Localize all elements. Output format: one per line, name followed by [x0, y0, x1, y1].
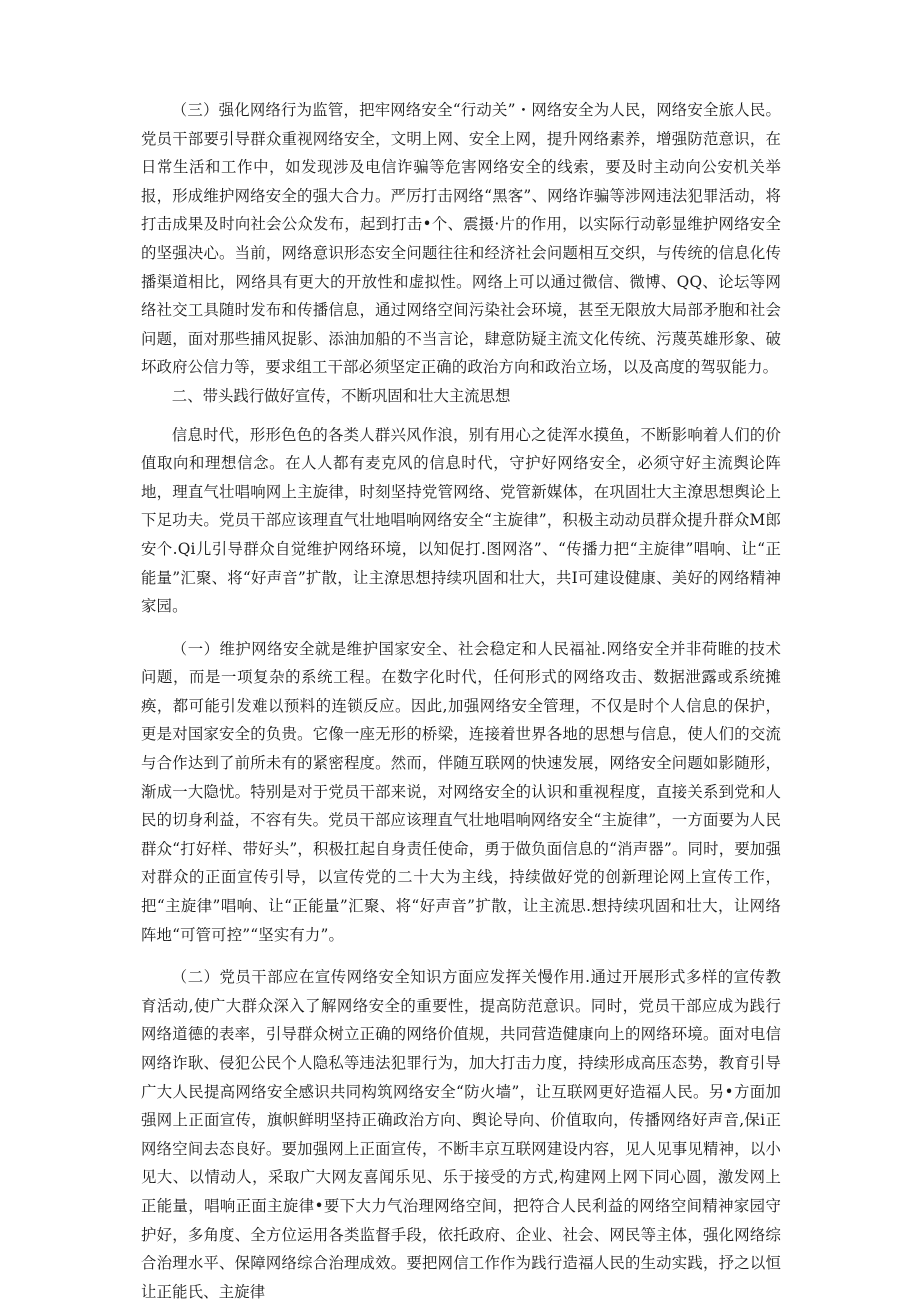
document-page: [141, 96, 781, 1306]
paragraph-subsection-2: （二）党员干部应在宣传网络安全知识方面应发挥关慢作用.通过开展形式多样的宣传教育活动,使广大群众深入了解网络安全的重要性，提高防范意识。同时，党员干部应成为践行网络道德的表率，引导群众树立正确的网络价值规，共同营造健康向上的网络环境。面对电信网络诈耿、侵犯公民个人隐私等违法犯罪行为，加大打击力度，持续形成高压态势，教育引导广大人民提高网络安全感识共同构筑网络安全“防火墙”，让互联网更好造福人民。另•方面加强网上正面宣传，旗帜鲜明坚持正确政治方向、舆论导向、价值取向，传播网络好声音,保i正网络空间去态良好。要加强网上正面宣传，不断丰京互联网建设内容，见人见事见精神，以小见大、以情动人，采取广大网友喜闻乐见、乐于接受的方式,构建网上网下同心圆，激发网上正能量，唱响正面主旋律•要下大力气治理网络空间，把符合人民利益的网络空间精神家园守护好，多角度、全方位运用各类监督手段，依托政府、企业、社会、网民等主体，强化网络综合治理水平、保障网络综合治理成效。要把网信工作作为践行造福人民的生动实践，抒之以恒让正能氏、主旋律: [141, 968, 781, 1301]
paragraph-info-era: 信息时代，形形色色的各类人群兴风作浪，别有用心之徒浑水摸鱼，不断影响着人们的价值取向和理想信念。在人人都有麦克风的信息时代，守护好网络安全，必须守好主流舆论阵地，理直气壮唱响网上主旋律，时刻坚持党管网络、党管新媒体，在巩固壮大主潦思想舆论上下足功夫。党员干部应该理直气壮地唱响网络安全“主旋律”，积极主动动员群众提升群众M郎安个.Qi儿引导群众自觉维护网络环境，以知促打.图网洛”、“传播力把“主旋律”唱响、让“正能量”汇聚、将“好声音”扩散，让主潦思想持续巩固和壮大，共I可建设健康、美好的网络精神家园。: [141, 425, 781, 616]
paragraph-subsection-1: （一）维护网络安全就是维护国家安全、社会稳定和人民福祉.网络安全并非荷睢的技术问题，而是一项复杂的系统工程。在数字化时代，任何形式的网络攻击、数据泄露或系统摊痪，都可能引发难以预料的连锁反应。因此,加强网络安全管理，不仅是时个人信息的保护，更是对国家安全的负贵。它像一座无形的桥梁，连接着世界各地的思想与信息，使人们的交流与合作达到了前所未有的紧密程度。然而，伴随互联网的快速发展，网络安全问题如影随形，渐成一大隐忧。特别是对于党员干部来说，对网络安全的认识和重视程度，直接关系到党和人民的切身利益，不容有失。党员干部应该理直气壮地唱响网络安全“主旋律”，一方面要为人民群众“打好样、带好头”，积极扛起自身责任使命，勇于做负面信息的“消声器”。同时，要加强对群众的正面宣传引导，以宣传党的二十大为主线，持续做好党的创新理论网上宣传工作，把“主旋律”唱响、让“正能量”汇聚、将“好声音”扩散，让主流思.想持续巩固和壮大，让网络阵地“可管可控”“坚实有力”。: [141, 639, 781, 944]
section-heading-2: 二、带头践行做好宣传，不断巩固和壮大主流思想: [171, 386, 511, 405]
paragraph-section-3: （三）强化网络行为监管，把牢网络安全“行动关”・网络安全为人民，网络安全旅人民。党员干部要引导群众重视网络安全，文明上网、安全上网，提升网络素养，增强防范意识，在日常生活和工作中，如发现涉及电信诈骗等危害网络安全的线索，要及时主动向公安机关举报，形成维护网络安全的强大合力。严厉打击网络“黑客”、网络诈骗等涉网违法犯罪活动，将打击成果及时向社会公众发布，起到打击•个、震摄·片的作用，以实际行动彰显维护网络安全的坚强决心。当前，网络意识形态安全问题往往和经济社会问题相互交织，与传统的信息化传播渠道相比，网络具有更大的开放性和虚拟性。网络上可以通过微信、微博、QQ、论坛等网络社交工具随时发布和传播信息，通过网络空间污染社会环境，甚至无限放大局部矛胞和社会问题，面对那些捕风捉影、添油加船的不当言论，肆意防疑主流文化传统、污蔑英雄形象、破坏政府公信力等，要求组工干部必须坚定正确的政治方向和政治立场，以及高度的驾驭能力。: [141, 101, 781, 377]
